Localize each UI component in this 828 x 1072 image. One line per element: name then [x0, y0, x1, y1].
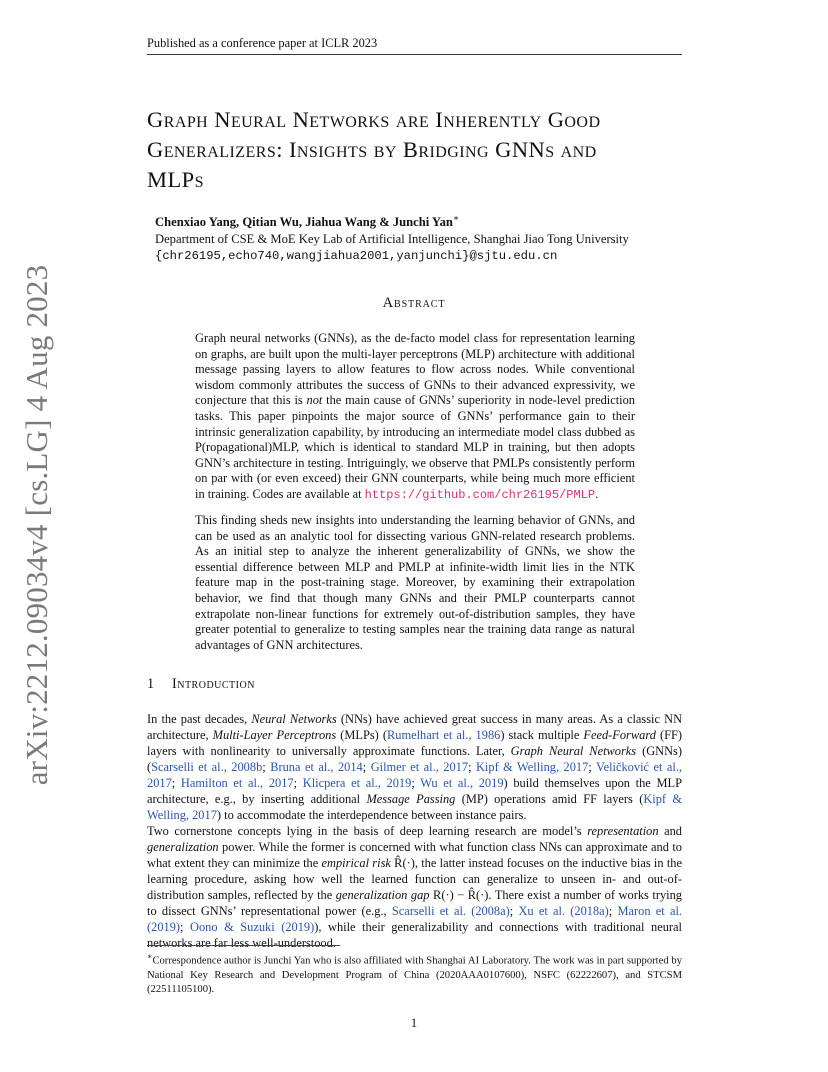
arxiv-stamp: [14, 264, 60, 786]
footnote-mark: ∗: [147, 952, 153, 961]
footnote-rule: [147, 945, 340, 946]
title-line-2: Generalizers: Insights by Bridging GNNs and: [147, 137, 597, 162]
citation-link[interactable]: Oono & Suzuki (2019): [190, 920, 315, 934]
citation-link[interactable]: Scarselli et al. (2008a): [391, 904, 510, 918]
citation-link[interactable]: Wu et al., 2019: [420, 776, 504, 790]
citation-link[interactable]: Scarselli et al., 2008b: [151, 760, 263, 774]
citation-link[interactable]: Klicpera et al., 2019: [302, 776, 412, 790]
paper-title: [147, 105, 692, 195]
section-number: 1: [147, 676, 155, 692]
intro-paragraph-1: In the past decades, Neural Networks (NNs) have achieved great success in many areas. As a classic NN architecture, Multi-Layer Perceptrons (MLPs) (Rumelhart et al., 1986) stack multiple Feed-Forward (FF) layers with nonlinearity to universally approximate functions. Later, Graph Neural Networks (GNNs) (Scarselli et al., 2008b; Bruna et al., 2014; Gilmer et al., 2017; Kipf & Welling, 2017; Veličković et al., 2017; Hamilton et al., 2017; Klicpera et al., 2019; Wu et al., 2019) build themselves upon the MLP architecture, e.g., by inserting additional Message Passing (MP) operations amid FF layers (Kipf & Welling, 2017) to accommodate the interdependence between instance pairs.: [147, 712, 683, 822]
abstract-paragraph-1: Graph neural networks (GNNs), as the de-facto model class for representation learning on graphs, are built upon the multi-layer perceptrons (MLP) architecture with additional message passing layers to allow features to flow across nodes. While conventional wisdom commonly attributes the success of GNNs to their advanced expressivity, we conjecture that this is not the main cause of GNNs’ superiority in node-level prediction tasks. This paper pinpoints the major source of GNNs’ performance gain to their intrinsic generalization capability, by introducing an intermediate model class dubbed as P(ropagational)MLP, which is identical to standard MLP in training, but then adopts GNN’s architecture in testing. Intriguingly, we observe that PMLPs consistently perform on par with (or even exceed) their GNN counterparts, while being much more efficient in training. Codes are available at https://github.com/chr26195/PMLP.: [195, 331, 635, 502]
citation-link[interactable]: Kipf & Welling, 2017: [475, 760, 589, 774]
author-block: [155, 210, 629, 265]
abstract-paragraph-2: This finding sheds new insights into understanding the learning behavior of GNNs, and can be used as an analytic tool for dissecting various GNN-related research problems. As an initial step to analyze the inherent generalizability of GNNs, we show the essential difference between MLP and PMLP at infinite-width limit lies in the NTK feature map in the post-training stage. Moreover, by examining their extrapolation behavior, we find that though many GNNs and their PMLP counterparts cannot extrapolate non-linear functions for extremely out-of-distribution samples, they have greater potential to generalize to testing samples near the training data range as natural advantages of GNN architectures.: [195, 513, 635, 652]
citation-link[interactable]: Maron et al. (2019): [147, 904, 682, 934]
citation-link[interactable]: Rumelhart et al., 1986: [387, 728, 501, 742]
author-emails: {chr26195,echo740,wangjiahua2001,yanjunchi}@sjtu.edu.cn: [155, 249, 558, 264]
author-affiliation: Department of CSE & MoE Key Lab of Artificial Intelligence, Shanghai Jiao Tong University: [155, 232, 629, 247]
abstract-heading: Abstract: [382, 295, 446, 311]
author-footnote-mark: ∗: [452, 213, 460, 223]
citation-link[interactable]: Gilmer et al., 2017: [370, 760, 469, 774]
page-number: 1: [410, 1016, 418, 1030]
intro-paragraph-2: Two cornerstone concepts lying in the basis of deep learning research are model’s representation and generalization power. While the former is concerned with what function class NNs can approximate and to what extent they can minimize the empirical risk R̂(·), the latter instead focuses on the inductive bias in the learning procedure, asking how well the learned function can generalize to unseen in- and out-of-distribution samples, reflected by the generalization gap R(·) − R̂(·). There exist a number of works trying to dissect GNNs’ representational power (e.g., Scarselli et al. (2008a); Xu et al. (2018a); Maron et al. (2019); Oono & Suzuki (2019)), while their generalizability and connections with traditional neural networks are far less well-understood.: [147, 824, 682, 950]
empirical-risk-symbol: R̂(·): [390, 856, 415, 870]
citation-link[interactable]: Kipf & Welling, 2017: [147, 792, 682, 822]
title-line-3: MLPs: [147, 167, 204, 192]
citation-link[interactable]: Veličković et al., 2017: [147, 760, 683, 790]
author-names: Chenxiao Yang, Qitian Wu, Jiahua Wang & Junchi Yan∗: [155, 213, 460, 230]
running-header: Published as a conference paper at ICLR 2023: [147, 35, 682, 55]
generalization-gap-formula: R(·) − R̂(·): [429, 888, 489, 902]
section-heading: [147, 676, 255, 693]
citation-link[interactable]: Hamilton et al., 2017: [180, 776, 294, 790]
citation-link[interactable]: Bruna et al., 2014: [270, 760, 363, 774]
citation-link[interactable]: Xu et al. (2018a): [518, 904, 609, 918]
code-link[interactable]: https://github.com/chr26195/PMLP: [364, 487, 596, 502]
arxiv-stamp-text: arXiv:2212.09034v4 [cs.LG] 4 Aug 2023: [19, 264, 54, 786]
footnote: ∗Correspondence author is Junchi Yan who is also affiliated with Shanghai AI Laboratory. The work was in part supported by National Key Research and Development Program of China (2020AAA0107600), NSFC (62222607), and STCSM (22511105100).: [147, 952, 682, 995]
section-title: Introduction: [172, 676, 255, 692]
title-line-1: Graph Neural Networks are Inherently Good: [147, 107, 601, 132]
